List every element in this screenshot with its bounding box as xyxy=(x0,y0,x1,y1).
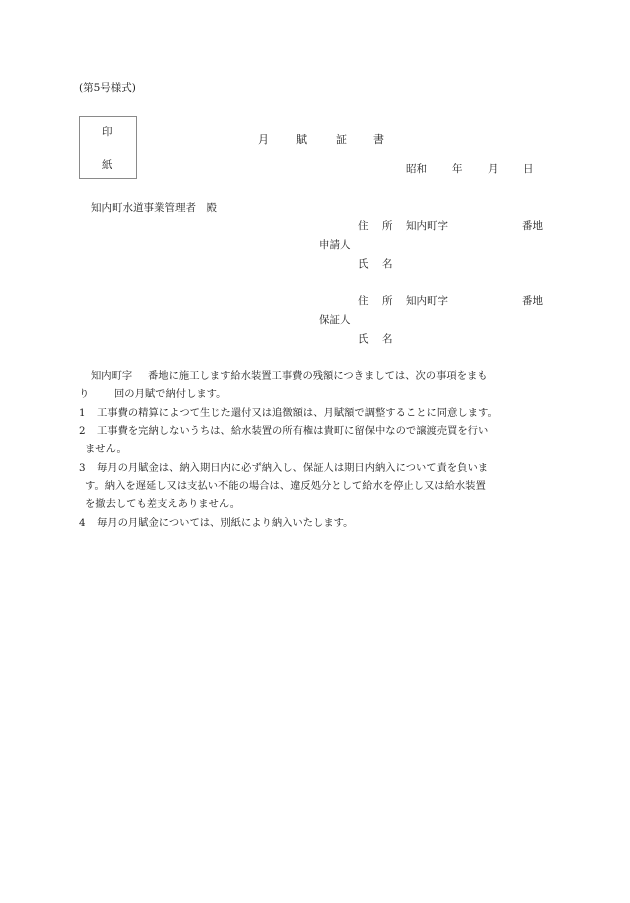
guarantor-address: 知内町字 xyxy=(406,295,448,307)
item-text-line: す。納入を遅延し又は支払い不能の場合は、違反処分として給水を停止し又は給水装置 xyxy=(85,480,486,492)
month-label: 月 xyxy=(488,163,499,175)
guarantor-banchi: 番地 xyxy=(522,295,543,307)
item-number: 1 xyxy=(79,407,86,419)
item-text-line: 毎月の月賦金については、別紙により納入いたします。 xyxy=(97,517,354,529)
name-label-char: 名 xyxy=(382,333,393,345)
stamp-label-bottom: 紙 xyxy=(102,159,113,171)
title-char: 証 xyxy=(336,133,347,146)
name-label-char: 氏 xyxy=(358,258,369,270)
revenue-stamp-box xyxy=(79,116,137,179)
stamp-label-top: 印 xyxy=(102,126,113,138)
guarantor-role: 保証人 xyxy=(319,314,351,326)
item-text-line: を撤去しても差支えありません。 xyxy=(85,498,241,510)
title-char: 賦 xyxy=(296,133,307,146)
item-number: 4 xyxy=(79,517,86,529)
item-number: 3 xyxy=(79,462,86,474)
year-label: 年 xyxy=(452,163,463,175)
item-text-line: 毎月の月賦金は、納入期日内に必ず納入し、保証人は期日内納入について責を負いま xyxy=(97,462,489,474)
item-text-line: 工事費の精算によつて生じた還付又は追徴額は、月賦額で調整することに同意します。 xyxy=(97,407,498,419)
address-label-char: 住 xyxy=(358,220,369,232)
applicant-banchi: 番地 xyxy=(522,220,543,232)
addressee: 知内町水道事業管理者 殿 xyxy=(91,202,217,214)
item-number: 2 xyxy=(79,425,86,437)
form-label: (第5号様式) xyxy=(79,82,136,94)
name-label-char: 氏 xyxy=(358,333,369,345)
intro-line-2: 回の月賦で納付します。 xyxy=(114,388,227,400)
item-text-line: 工事費を完納しないうちは、給水装置の所有権は貴町に留保中なので譲渡売買を行い xyxy=(97,425,489,437)
intro-place: 知内町字 xyxy=(91,370,133,382)
era-label: 昭和 xyxy=(406,163,427,175)
applicant-address: 知内町字 xyxy=(406,220,448,232)
applicant-role: 申請人 xyxy=(319,239,351,251)
title-char: 月 xyxy=(258,133,269,146)
name-label-char: 名 xyxy=(382,258,393,270)
item-text-line: ません。 xyxy=(85,443,127,455)
intro-line-1: 番地に施工します給水装置工事費の残額につきましては、次の事項をまも xyxy=(148,370,488,382)
title-char: 書 xyxy=(373,133,384,146)
intro-line-2-start: り xyxy=(79,388,90,400)
address-label-char: 所 xyxy=(382,220,393,232)
address-label-char: 所 xyxy=(382,295,393,307)
address-label-char: 住 xyxy=(358,295,369,307)
day-label: 日 xyxy=(523,163,534,175)
